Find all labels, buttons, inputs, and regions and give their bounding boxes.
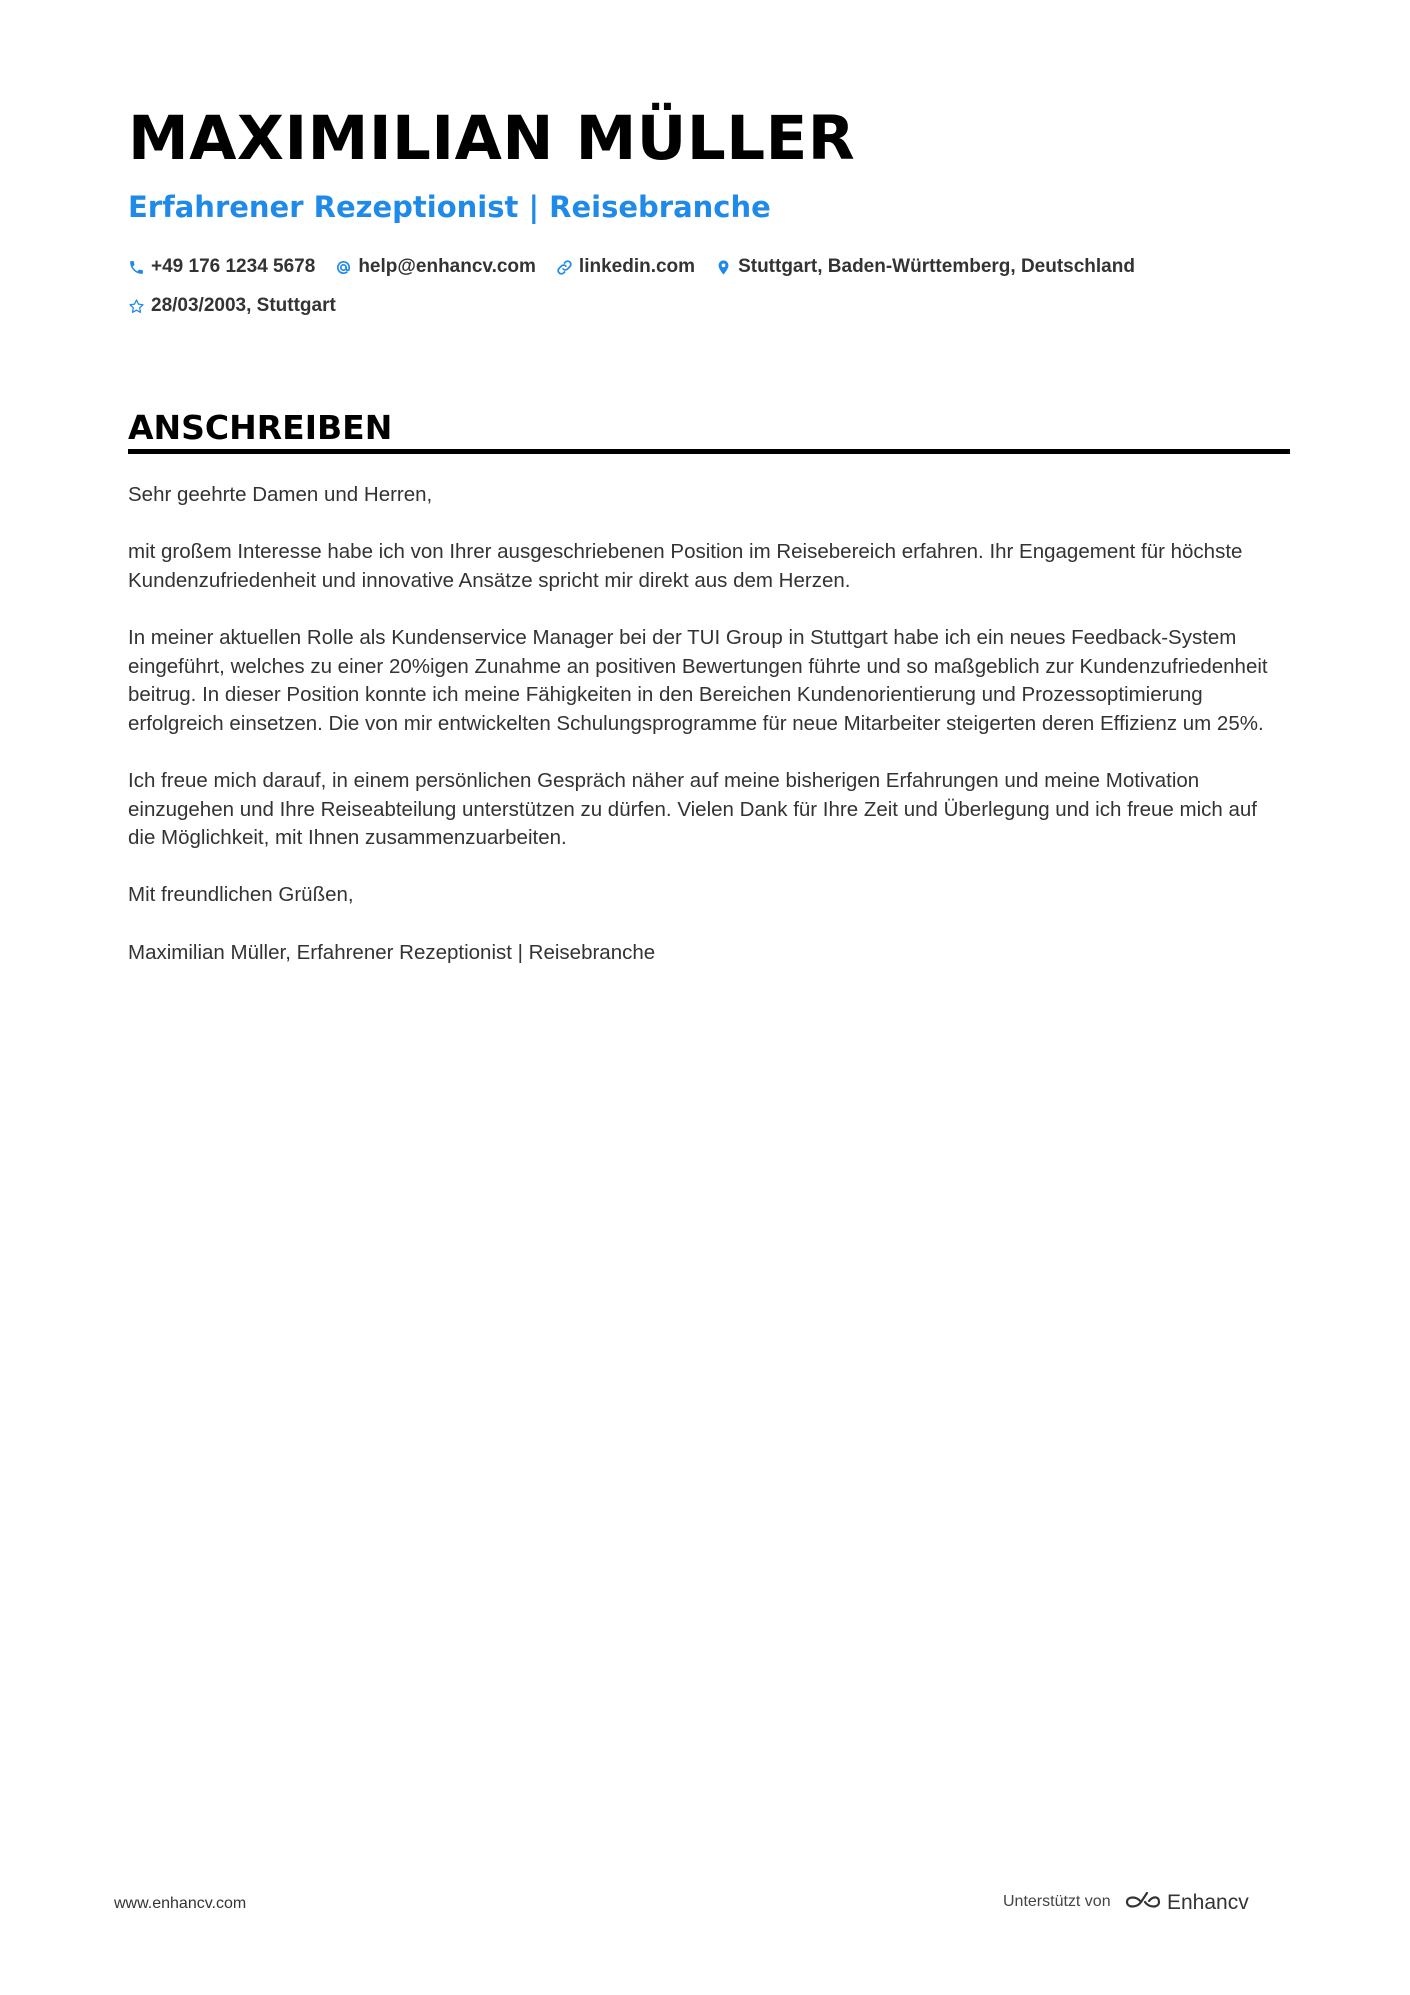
- section-divider: [128, 449, 1290, 454]
- linkedin-text: linkedin.com: [578, 256, 696, 277]
- link-icon: [556, 259, 573, 276]
- contact-phone[interactable]: [128, 256, 315, 278]
- contact-row: [128, 255, 1290, 279]
- powered-by-label: Unterstützt von: [1003, 1893, 1111, 1910]
- letter-body: [128, 481, 1290, 996]
- contact-info: [128, 255, 1290, 333]
- contact-email[interactable]: [335, 256, 536, 278]
- job-title: Erfahrener Rezeptionist | Reisebranche: [128, 190, 771, 224]
- letter-paragraph: Ich freue mich darauf, in einem persönlichen Gespräch näher auf meine bisherigen Erfahrungen und meine Motivation einzugehen und Ihre Reiseabteilung unterstützen zu dürfen. Vielen Dank für Ihre Zeit und Überlegung und ich freue mich auf die Möglichkeit, mit Ihnen zusammenzuarbeiten.: [128, 768, 1257, 850]
- location-text: Stuttgart, Baden-Württemberg, Deutschland: [738, 256, 1135, 277]
- letter-closing: Mit freundlichen Grüßen,: [128, 883, 354, 907]
- letter-paragraph: mit großem Interesse habe ich von Ihrer ausgeschriebenen Position im Reisebereich erfahren. Ihr Engagement für höchste Kundenzufriedenheit und innovative Ansätze spricht mir direkt aus dem Herzen.: [128, 540, 1243, 592]
- candidate-name: MAXIMILIAN MÜLLER: [128, 103, 856, 174]
- star-icon: [128, 298, 145, 315]
- footer-website[interactable]: www.enhancv.com: [114, 1895, 247, 1912]
- phone-text: +49 176 1234 5678: [151, 256, 316, 277]
- at-icon: [335, 259, 352, 276]
- email-text: help@enhancv.com: [358, 256, 536, 277]
- map-pin-icon: [715, 259, 732, 276]
- letter-paragraph: In meiner aktuellen Rolle als Kundenservice Manager bei der TUI Group in Stuttgart habe ich ein neues Feedback-System eingeführt, welches zu einer 20%igen Zunahme an positiven Bewertungen führte und so maßgeblich zur Kundenzufriedenheit beitrug. In dieser Position konnte ich meine Fähigkeiten in den Bereichen Kundenorientierung und Prozessoptimierung erfolgreich einsetzen. Die von mir entwickelten Schulungsprogramme für neue Mitarbeiter steigerten deren Effizienz um 25%.: [128, 625, 1268, 735]
- brand-name: Enhancv: [1166, 1891, 1249, 1914]
- contact-location: [715, 256, 1135, 278]
- contact-row: [128, 294, 1290, 318]
- section-title: ANSCHREIBEN: [128, 408, 393, 447]
- phone-icon: [128, 259, 145, 276]
- enhancv-logo[interactable]: [1123, 1887, 1283, 1917]
- birth-text: 28/03/2003, Stuttgart: [151, 295, 336, 316]
- contact-birth: [128, 295, 336, 317]
- footer-branding: [1003, 1887, 1283, 1917]
- contact-linkedin[interactable]: [556, 256, 695, 278]
- letter-salutation: Sehr geehrte Damen und Herren,: [128, 483, 433, 506]
- letter-signature: Maximilian Müller, Erfahrener Rezeptionist | Reisebranche: [128, 940, 656, 964]
